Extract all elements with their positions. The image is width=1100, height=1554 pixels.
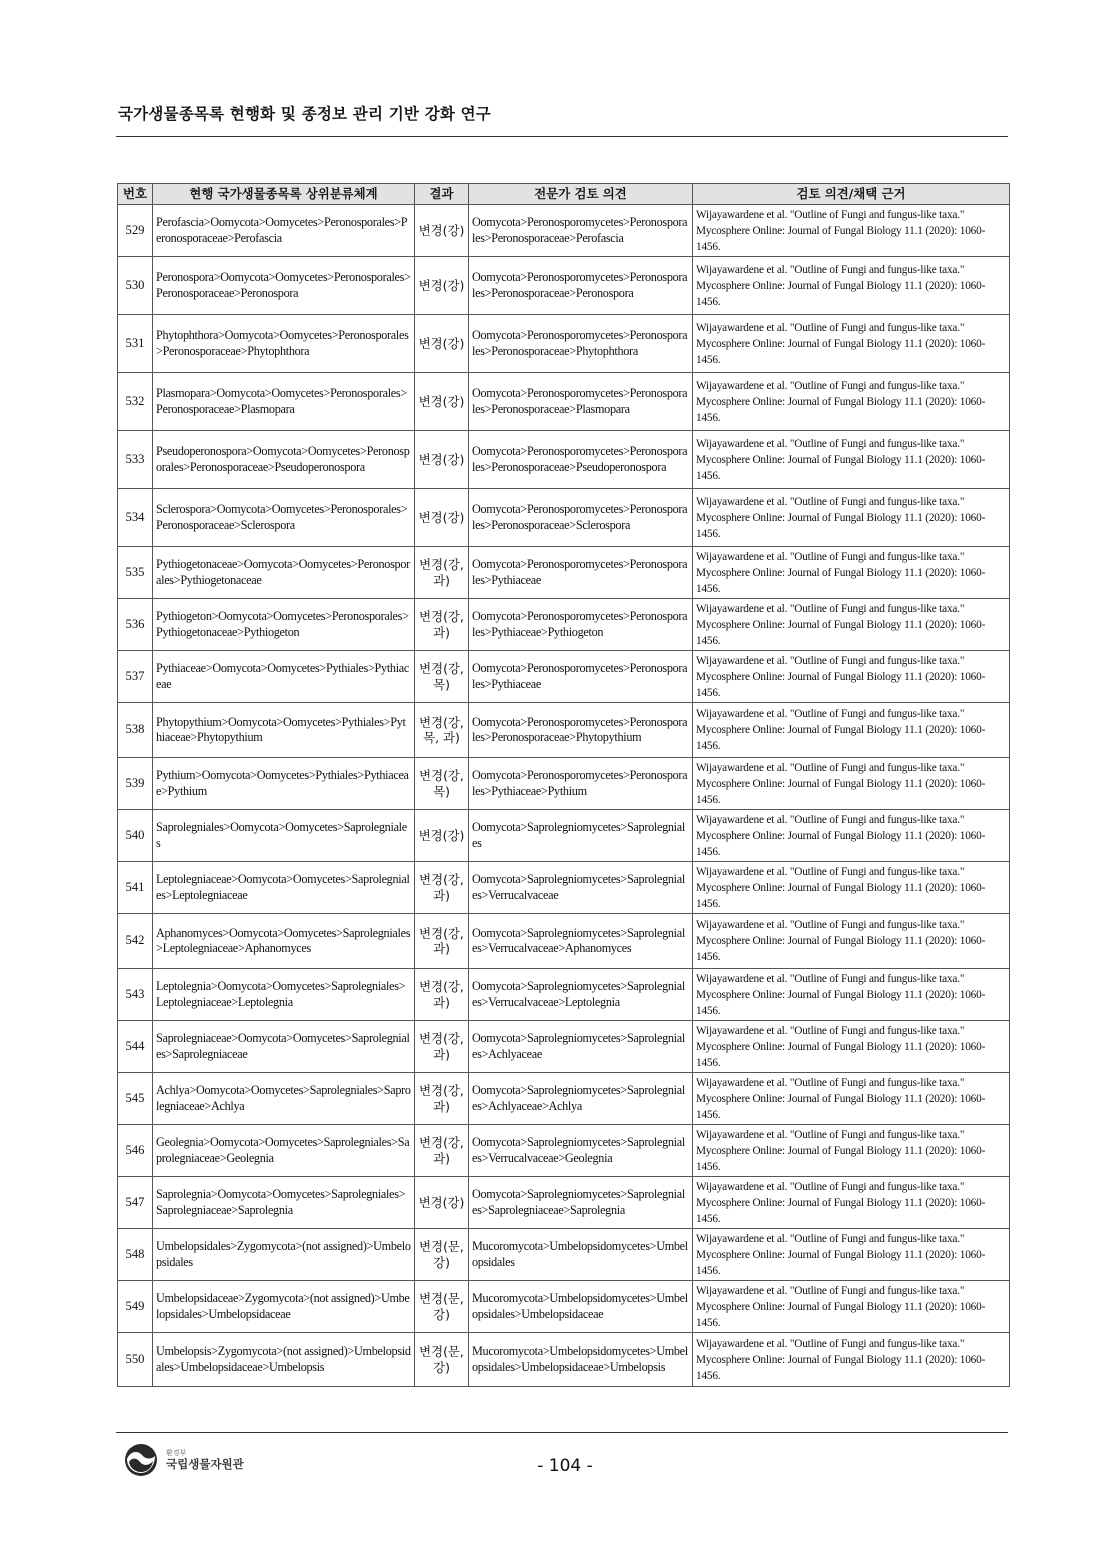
institute-name: 국립생물자원관 <box>166 1457 244 1471</box>
row-number: 536 <box>118 599 153 651</box>
table-row <box>118 547 1010 599</box>
table-row <box>118 1021 1010 1073</box>
review-result: 변경(강) <box>415 1177 469 1229</box>
review-result: 변경(강, 과) <box>415 969 469 1021</box>
expert-opinion: Oomycota>Peronosporomycetes>Peronosporales>Peronosporaceae>Plasmopara <box>469 373 693 431</box>
table-row <box>118 1281 1010 1333</box>
current-hierarchy: Pythium>Oomycota>Oomycetes>Pythiales>Pythiaceae>Pythium <box>153 758 415 810</box>
row-number: 550 <box>118 1333 153 1387</box>
row-number: 543 <box>118 969 153 1021</box>
review-basis: Wijayawardene et al. "Outline of Fungi and fungus-like taxa." Mycosphere Online: Journal of Fungal Biology 11.1 (2020): 1060-1456. <box>693 758 1010 810</box>
review-result: 변경(강, 목, 과) <box>415 703 469 758</box>
review-result: 변경(강) <box>415 205 469 257</box>
current-hierarchy: Leptolegniaceae>Oomycota>Oomycetes>Saprolegniales>Leptolegniaceae <box>153 862 415 914</box>
review-result: 변경(강, 과) <box>415 914 469 969</box>
expert-opinion: Oomycota>Saprolegniomycetes>Saprolegniales>Verrucalvaceae>Geolegnia <box>469 1125 693 1177</box>
table-row <box>118 431 1010 489</box>
row-number: 538 <box>118 703 153 758</box>
current-hierarchy: Saprolegniaceae>Oomycota>Oomycetes>Saprolegniales>Saprolegniaceae <box>153 1021 415 1073</box>
current-hierarchy: Leptolegnia>Oomycota>Oomycetes>Saprolegniales>Leptolegniaceae>Leptolegnia <box>153 969 415 1021</box>
table-row <box>118 1229 1010 1281</box>
current-hierarchy: Pythiaceae>Oomycota>Oomycetes>Pythiales>Pythiaceae <box>153 651 415 703</box>
review-basis: Wijayawardene et al. "Outline of Fungi and fungus-like taxa." Mycosphere Online: Journal of Fungal Biology 11.1 (2020): 1060-1456. <box>693 489 1010 547</box>
current-hierarchy: Pseudoperonospora>Oomycota>Oomycetes>Peronosporales>Peronosporaceae>Pseudoperonospora <box>153 431 415 489</box>
current-hierarchy: Saprolegnia>Oomycota>Oomycetes>Saprolegniales>Saprolegniaceae>Saprolegnia <box>153 1177 415 1229</box>
review-basis: Wijayawardene et al. "Outline of Fungi and fungus-like taxa." Mycosphere Online: Journal of Fungal Biology 11.1 (2020): 1060-1456. <box>693 969 1010 1021</box>
review-result: 변경(강, 과) <box>415 599 469 651</box>
table-row <box>118 651 1010 703</box>
table-row <box>118 1333 1010 1387</box>
current-hierarchy: Sclerospora>Oomycota>Oomycetes>Peronosporales>Peronosporaceae>Sclerospora <box>153 489 415 547</box>
expert-opinion: Oomycota>Peronosporomycetes>Peronosporales>Peronosporaceae>Phytophthora <box>469 315 693 373</box>
review-basis: Wijayawardene et al. "Outline of Fungi and fungus-like taxa." Mycosphere Online: Journal of Fungal Biology 11.1 (2020): 1060-1456. <box>693 1073 1010 1125</box>
expert-opinion: Oomycota>Peronosporomycetes>Peronosporales>Pythiaceae <box>469 547 693 599</box>
table-row <box>118 914 1010 969</box>
row-number: 541 <box>118 862 153 914</box>
column-header-number: 번호 <box>118 184 153 205</box>
table-row <box>118 599 1010 651</box>
expert-opinion: Oomycota>Peronosporomycetes>Peronosporales>Peronosporaceae>Perofascia <box>469 205 693 257</box>
review-basis: Wijayawardene et al. "Outline of Fungi and fungus-like taxa." Mycosphere Online: Journal of Fungal Biology 11.1 (2020): 1060-1456. <box>693 205 1010 257</box>
review-basis: Wijayawardene et al. "Outline of Fungi and fungus-like taxa." Mycosphere Online: Journal of Fungal Biology 11.1 (2020): 1060-1456. <box>693 257 1010 315</box>
review-result: 변경(강, 목) <box>415 758 469 810</box>
review-basis: Wijayawardene et al. "Outline of Fungi and fungus-like taxa." Mycosphere Online: Journal of Fungal Biology 11.1 (2020): 1060-1456. <box>693 810 1010 862</box>
table-row <box>118 810 1010 862</box>
column-header-review-basis: 검토 의견/채택 근거 <box>693 184 1010 205</box>
table-row <box>118 489 1010 547</box>
review-basis: Wijayawardene et al. "Outline of Fungi and fungus-like taxa." Mycosphere Online: Journal of Fungal Biology 11.1 (2020): 1060-1456. <box>693 703 1010 758</box>
review-result: 변경(강) <box>415 489 469 547</box>
review-result: 변경(강, 과) <box>415 862 469 914</box>
ministry-label: 환경부 <box>166 1449 187 1457</box>
review-basis: Wijayawardene et al. "Outline of Fungi and fungus-like taxa." Mycosphere Online: Journal of Fungal Biology 11.1 (2020): 1060-1456. <box>693 914 1010 969</box>
row-number: 549 <box>118 1281 153 1333</box>
footer-divider <box>116 1432 1008 1433</box>
current-hierarchy: Plasmopara>Oomycota>Oomycetes>Peronosporales>Peronosporaceae>Plasmopara <box>153 373 415 431</box>
table-row <box>118 758 1010 810</box>
current-hierarchy: Geolegnia>Oomycota>Oomycetes>Saprolegniales>Saprolegniaceae>Geolegnia <box>153 1125 415 1177</box>
column-header-expert-opinion: 전문가 검토 의견 <box>469 184 693 205</box>
review-basis: Wijayawardene et al. "Outline of Fungi and fungus-like taxa." Mycosphere Online: Journal of Fungal Biology 11.1 (2020): 1060-1456. <box>693 1177 1010 1229</box>
current-hierarchy: Saprolegniales>Oomycota>Oomycetes>Saprolegniales <box>153 810 415 862</box>
expert-opinion: Oomycota>Saprolegniomycetes>Saprolegniales>Saprolegniaceae>Saprolegnia <box>469 1177 693 1229</box>
table-row <box>118 862 1010 914</box>
expert-opinion: Oomycota>Peronosporomycetes>Peronosporales>Pythiaceae <box>469 651 693 703</box>
current-hierarchy: Umbelopsidaceae>Zygomycota>(not assigned)>Umbelopsidales>Umbelopsidaceae <box>153 1281 415 1333</box>
expert-opinion: Oomycota>Peronosporomycetes>Peronosporales>Pythiaceae>Pythium <box>469 758 693 810</box>
review-basis: Wijayawardene et al. "Outline of Fungi and fungus-like taxa." Mycosphere Online: Journal of Fungal Biology 11.1 (2020): 1060-1456. <box>693 1229 1010 1281</box>
review-result: 변경(문, 강) <box>415 1229 469 1281</box>
review-basis: Wijayawardene et al. "Outline of Fungi and fungus-like taxa." Mycosphere Online: Journal of Fungal Biology 11.1 (2020): 1060-1456. <box>693 862 1010 914</box>
expert-opinion: Oomycota>Saprolegniomycetes>Saprolegniales>Verrucalvaceae <box>469 862 693 914</box>
column-header-result: 결과 <box>415 184 469 205</box>
review-result: 변경(강) <box>415 810 469 862</box>
page-number: - 104 - <box>537 1456 593 1476</box>
expert-opinion: Mucoromycota>Umbelopsidomycetes>Umbelopsidales <box>469 1229 693 1281</box>
row-number: 533 <box>118 431 153 489</box>
review-result: 변경(강) <box>415 315 469 373</box>
review-result: 변경(강, 과) <box>415 547 469 599</box>
table-row <box>118 315 1010 373</box>
row-number: 531 <box>118 315 153 373</box>
review-basis: Wijayawardene et al. "Outline of Fungi and fungus-like taxa." Mycosphere Online: Journal of Fungal Biology 11.1 (2020): 1060-1456. <box>693 547 1010 599</box>
expert-opinion: Oomycota>Saprolegniomycetes>Saprolegniales>Achlyaceae <box>469 1021 693 1073</box>
expert-opinion: Oomycota>Saprolegniomycetes>Saprolegniales>Verrucalvaceae>Leptolegnia <box>469 969 693 1021</box>
row-number: 548 <box>118 1229 153 1281</box>
row-number: 539 <box>118 758 153 810</box>
review-basis: Wijayawardene et al. "Outline of Fungi and fungus-like taxa." Mycosphere Online: Journal of Fungal Biology 11.1 (2020): 1060-1456. <box>693 1281 1010 1333</box>
expert-opinion: Oomycota>Saprolegniomycetes>Saprolegniales>Achlyaceae>Achlya <box>469 1073 693 1125</box>
current-hierarchy: Perofascia>Oomycota>Oomycetes>Peronosporales>Peronosporaceae>Perofascia <box>153 205 415 257</box>
review-basis: Wijayawardene et al. "Outline of Fungi and fungus-like taxa." Mycosphere Online: Journal of Fungal Biology 11.1 (2020): 1060-1456. <box>693 1021 1010 1073</box>
review-basis: Wijayawardene et al. "Outline of Fungi and fungus-like taxa." Mycosphere Online: Journal of Fungal Biology 11.1 (2020): 1060-1456. <box>693 1333 1010 1387</box>
current-hierarchy: Phytophthora>Oomycota>Oomycetes>Peronosporales>Peronosporaceae>Phytophthora <box>153 315 415 373</box>
review-result: 변경(강, 과) <box>415 1073 469 1125</box>
expert-opinion: Oomycota>Peronosporomycetes>Peronosporales>Peronosporaceae>Phytopythium <box>469 703 693 758</box>
expert-opinion: Mucoromycota>Umbelopsidomycetes>Umbelopsidales>Umbelopsidaceae <box>469 1281 693 1333</box>
table-row <box>118 1073 1010 1125</box>
review-basis: Wijayawardene et al. "Outline of Fungi and fungus-like taxa." Mycosphere Online: Journal of Fungal Biology 11.1 (2020): 1060-1456. <box>693 431 1010 489</box>
row-number: 530 <box>118 257 153 315</box>
table-header-row <box>118 184 1010 205</box>
review-basis: Wijayawardene et al. "Outline of Fungi and fungus-like taxa." Mycosphere Online: Journal of Fungal Biology 11.1 (2020): 1060-1456. <box>693 1125 1010 1177</box>
table-row <box>118 373 1010 431</box>
header-divider <box>116 136 1008 137</box>
review-result: 변경(강, 목) <box>415 651 469 703</box>
current-hierarchy: Pythiogeton>Oomycota>Oomycetes>Peronosporales>Pythiogetonaceae>Pythiogeton <box>153 599 415 651</box>
current-hierarchy: Peronospora>Oomycota>Oomycetes>Peronosporales>Peronosporaceae>Peronospora <box>153 257 415 315</box>
current-hierarchy: Achlya>Oomycota>Oomycetes>Saprolegniales>Saprolegniaceae>Achlya <box>153 1073 415 1125</box>
review-basis: Wijayawardene et al. "Outline of Fungi and fungus-like taxa." Mycosphere Online: Journal of Fungal Biology 11.1 (2020): 1060-1456. <box>693 315 1010 373</box>
row-number: 537 <box>118 651 153 703</box>
row-number: 546 <box>118 1125 153 1177</box>
review-result: 변경(문, 강) <box>415 1333 469 1387</box>
table-row <box>118 205 1010 257</box>
expert-opinion: Oomycota>Peronosporomycetes>Peronosporales>Pythiaceae>Pythiogeton <box>469 599 693 651</box>
review-result: 변경(강) <box>415 431 469 489</box>
current-hierarchy: Aphanomyces>Oomycota>Oomycetes>Saprolegniales>Leptolegniaceae>Aphanomyces <box>153 914 415 969</box>
page-header-title: 국가생물종목록 현행화 및 종정보 관리 기반 강화 연구 <box>118 105 491 123</box>
row-number: 532 <box>118 373 153 431</box>
review-result: 변경(강, 과) <box>415 1125 469 1177</box>
current-hierarchy: Pythiogetonaceae>Oomycota>Oomycetes>Peronosporales>Pythiogetonaceae <box>153 547 415 599</box>
table-row <box>118 703 1010 758</box>
row-number: 547 <box>118 1177 153 1229</box>
table-row <box>118 1125 1010 1177</box>
column-header-current-hierarchy: 현행 국가생물종목록 상위분류체계 <box>153 184 415 205</box>
table-row <box>118 1177 1010 1229</box>
row-number: 545 <box>118 1073 153 1125</box>
review-result: 변경(문, 강) <box>415 1281 469 1333</box>
current-hierarchy: Phytopythium>Oomycota>Oomycetes>Pythiales>Pythiaceae>Phytopythium <box>153 703 415 758</box>
review-result: 변경(강) <box>415 373 469 431</box>
row-number: 529 <box>118 205 153 257</box>
expert-opinion: Oomycota>Peronosporomycetes>Peronosporales>Peronosporaceae>Sclerospora <box>469 489 693 547</box>
expert-opinion: Oomycota>Peronosporomycetes>Peronosporales>Peronosporaceae>Pseudoperonospora <box>469 431 693 489</box>
review-basis: Wijayawardene et al. "Outline of Fungi and fungus-like taxa." Mycosphere Online: Journal of Fungal Biology 11.1 (2020): 1060-1456. <box>693 651 1010 703</box>
current-hierarchy: Umbelopsis>Zygomycota>(not assigned)>Umbelopsidales>Umbelopsidaceae>Umbelopsis <box>153 1333 415 1387</box>
row-number: 542 <box>118 914 153 969</box>
expert-opinion: Mucoromycota>Umbelopsidomycetes>Umbelopsidales>Umbelopsidaceae>Umbelopsis <box>469 1333 693 1387</box>
row-number: 534 <box>118 489 153 547</box>
expert-opinion: Oomycota>Saprolegniomycetes>Saprolegniales <box>469 810 693 862</box>
expert-opinion: Oomycota>Peronosporomycetes>Peronosporales>Peronosporaceae>Peronospora <box>469 257 693 315</box>
row-number: 540 <box>118 810 153 862</box>
review-result: 변경(강) <box>415 257 469 315</box>
review-result: 변경(강, 과) <box>415 1021 469 1073</box>
review-basis: Wijayawardene et al. "Outline of Fungi and fungus-like taxa." Mycosphere Online: Journal of Fungal Biology 11.1 (2020): 1060-1456. <box>693 373 1010 431</box>
taxonomy-review-table <box>117 183 1010 1387</box>
expert-opinion: Oomycota>Saprolegniomycetes>Saprolegniales>Verrucalvaceae>Aphanomyces <box>469 914 693 969</box>
row-number: 535 <box>118 547 153 599</box>
table-row <box>118 969 1010 1021</box>
review-basis: Wijayawardene et al. "Outline of Fungi and fungus-like taxa." Mycosphere Online: Journal of Fungal Biology 11.1 (2020): 1060-1456. <box>693 599 1010 651</box>
table-row <box>118 257 1010 315</box>
row-number: 544 <box>118 1021 153 1073</box>
current-hierarchy: Umbelopsidales>Zygomycota>(not assigned)>Umbelopsidales <box>153 1229 415 1281</box>
